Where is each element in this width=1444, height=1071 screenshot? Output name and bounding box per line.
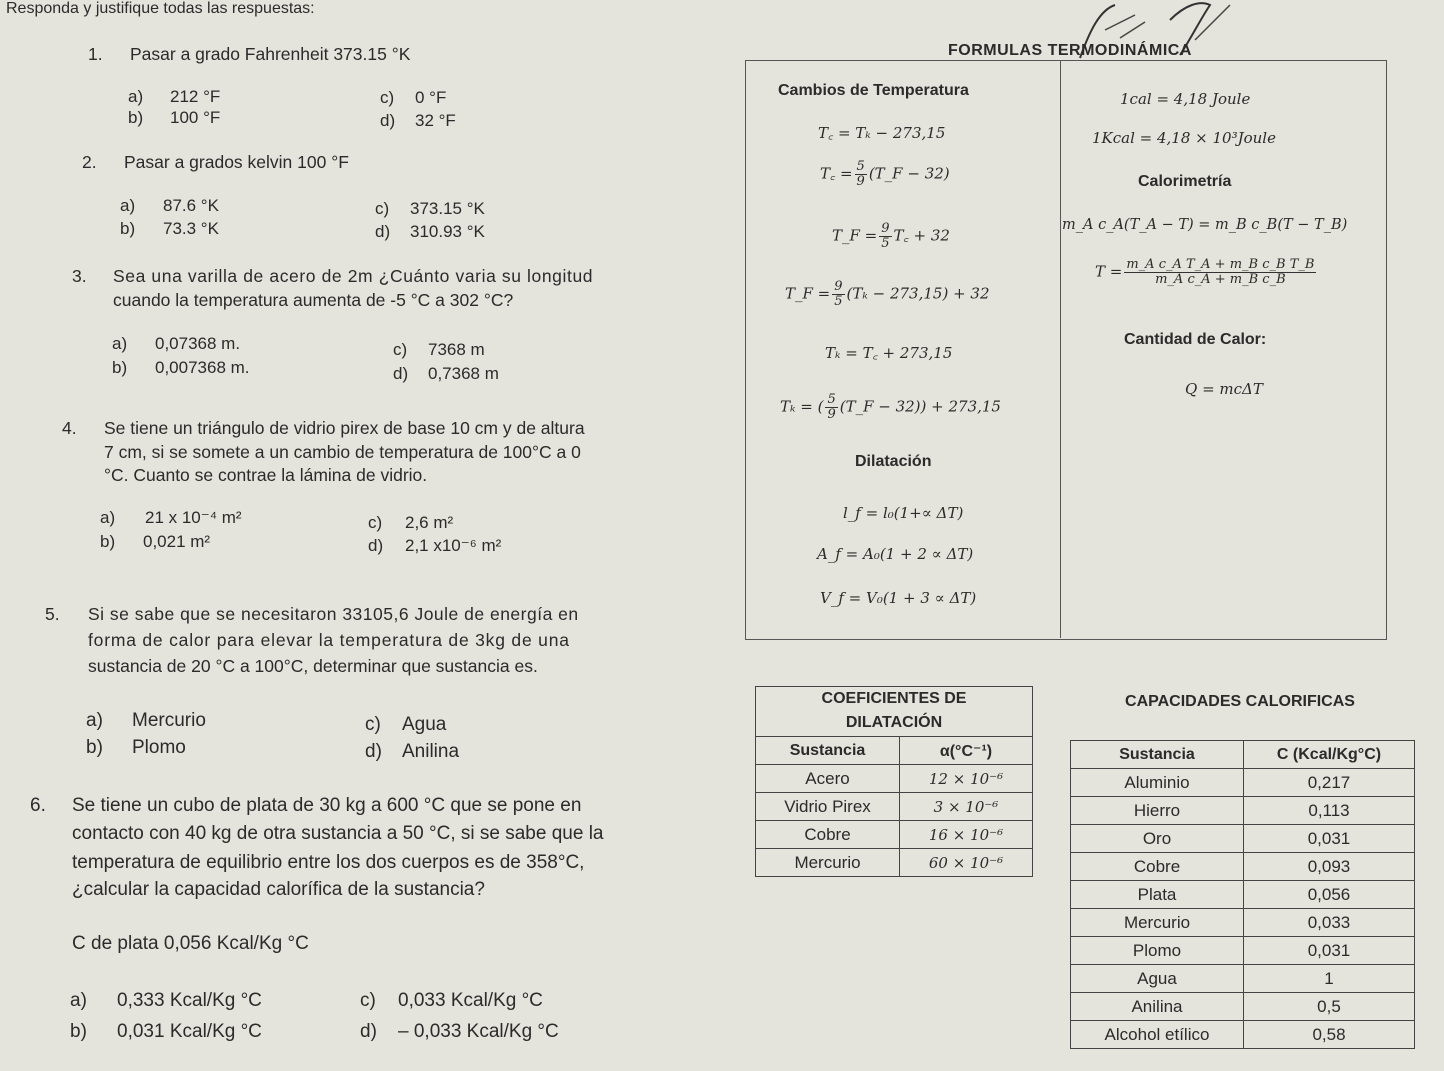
option-c: 373.15 °K (410, 199, 485, 218)
formula: T꜀ = Tₖ − 273,15 (818, 124, 946, 142)
option-label: b) (120, 219, 136, 238)
formula: T_F = $\frac{9}{5}$ T꜀ + 32 (832, 221, 950, 251)
option-d: 310.93 °K (410, 222, 485, 241)
question-number: 1. (88, 44, 103, 64)
option-a: 0,07368 m. (155, 334, 241, 353)
option-label: a) (70, 990, 87, 1011)
table-row: Oro 0,031 (1071, 825, 1415, 853)
table-row: Anilina 0,5 (1071, 993, 1415, 1021)
section-title: Cambios de Temperatura (778, 82, 969, 99)
option-a: 212 °F (170, 87, 221, 106)
option-b: Plomo (132, 737, 186, 758)
option-c: 0 °F (415, 88, 447, 107)
table-row: Agua 1 (1071, 965, 1415, 993)
option-b: 0,021 m² (143, 532, 211, 551)
formula: V_f = V₀(1 + 3 ∝ ΔT) (820, 589, 977, 607)
section-title: Cantidad de Calor: (1124, 331, 1267, 348)
formula-divider (1060, 60, 1061, 638)
option-c: 7368 m (428, 340, 485, 359)
question-text: Sea una varilla de acero de 2m ¿Cuánto varia su longitud (113, 266, 594, 286)
option-label: a) (120, 196, 136, 215)
option-label: d) (365, 741, 382, 762)
option-label: d) (380, 111, 396, 130)
option-label: b) (100, 532, 116, 551)
formula: 1cal = 4,18 Joule (1120, 90, 1251, 108)
option-c: 0,033 Kcal/Kg °C (398, 990, 543, 1011)
question-text: ¿calcular la capacidad calorífica de la sustancia? (72, 879, 485, 900)
question-number: 6. (30, 795, 46, 816)
question-text: contacto con 40 kg de otra sustancia a 50 °C, si se sabe que la (72, 823, 604, 844)
option-label: a) (86, 710, 103, 731)
question-text: sustancia de 20 °C a 100°C, determinar que sustancia es. (88, 656, 538, 676)
option-label: d) (393, 364, 409, 383)
option-label: d) (368, 536, 384, 555)
table-row: Acero 12 × 10⁻⁶ (756, 765, 1033, 793)
option-label: a) (128, 87, 144, 106)
option-label: a) (100, 508, 116, 527)
table-row: Mercurio 60 × 10⁻⁶ (756, 849, 1033, 877)
option-label: b) (128, 108, 144, 127)
table-row: Cobre 16 × 10⁻⁶ (756, 821, 1033, 849)
option-label: d) (375, 222, 391, 241)
option-label: c) (365, 714, 381, 735)
option-d: Anilina (402, 741, 460, 762)
option-d: 32 °F (415, 111, 456, 130)
question-text: forma de calor para elevar la temperatura de 3kg de una (88, 630, 570, 650)
formula: 1Kcal = 4,18 × 10³Joule (1092, 129, 1276, 147)
table-row: Alcohol etílico 0,58 (1071, 1021, 1415, 1049)
table-row: Vidrio Pirex 3 × 10⁻⁶ (756, 793, 1033, 821)
table-row: Plomo 0,031 (1071, 937, 1415, 965)
option-label: a) (112, 334, 128, 353)
question-text: cuando la temperatura aumenta de -5 °C a 302 °C? (113, 290, 514, 310)
formula-title: FORMULAS TERMODINÁMICA (948, 42, 1192, 59)
col-header: C (Kcal/Kg°C) (1244, 741, 1415, 769)
option-b: 0,007368 m. (155, 358, 250, 377)
formula: Tₖ = T꜀ + 273,15 (825, 344, 953, 362)
col-header: Sustancia (1071, 741, 1244, 769)
question-text: Pasar a grados kelvin 100 °F (124, 152, 349, 172)
option-c: 2,6 m² (405, 513, 454, 532)
table-row: Mercurio 0,033 (1071, 909, 1415, 937)
table-row: Hierro 0,113 (1071, 797, 1415, 825)
formula: T_F = $\frac{9}{5}$ (Tₖ − 273,15) + 32 (785, 279, 990, 309)
question-text: Si se sabe que se necesitaron 33105,6 Joule de energía en (88, 604, 579, 624)
option-label: b) (86, 737, 103, 758)
option-label: c) (393, 340, 408, 359)
option-a: 21 x 10⁻⁴ m² (145, 508, 242, 527)
option-a: 0,333 Kcal/Kg °C (117, 990, 262, 1011)
table-row: Aluminio 0,217 (1071, 769, 1415, 797)
question-text: Se tiene un cubo de plata de 30 kg a 600 °C que se pone en (72, 795, 582, 816)
question-text: Se tiene un triángulo de vidrio pirex de base 10 cm y de altura (104, 418, 585, 438)
table-row: Plata 0,056 (1071, 881, 1415, 909)
col-header: Sustancia (756, 737, 900, 765)
option-a: Mercurio (132, 710, 206, 731)
formula: T = $\frac{\text{m\_A c\_A T\_A + m\_B c\_B T\_B}}{\text{m\_A c\_A + m\_B c\_B}}$ (1095, 257, 1315, 287)
option-label: c) (380, 88, 395, 107)
question-number: 3. (72, 266, 87, 286)
option-label: c) (368, 513, 383, 532)
table-row: Cobre 0,093 (1071, 853, 1415, 881)
coef-table (755, 736, 1033, 877)
formula: T꜀ = $\frac{5}{9}$ (T_F − 32) (820, 159, 950, 189)
question-number: 5. (45, 604, 60, 624)
section-title: Dilatación (855, 453, 932, 470)
option-label: b) (112, 358, 128, 377)
col-header: α(°C⁻¹) (900, 737, 1033, 765)
question-number: 4. (62, 418, 77, 438)
cap-table (1070, 740, 1415, 1049)
option-d: – 0,033 Kcal/Kg °C (398, 1021, 559, 1042)
option-b: 0,031 Kcal/Kg °C (117, 1021, 262, 1042)
option-label: c) (375, 199, 390, 218)
cap-table-title: CAPACIDADES CALORIFICAS (1125, 693, 1355, 710)
section-title: Calorimetría (1138, 173, 1232, 190)
option-c: Agua (402, 714, 447, 735)
question-number: 2. (82, 152, 97, 172)
option-a: 87.6 °K (163, 196, 219, 215)
option-label: c) (360, 990, 376, 1011)
option-label: b) (70, 1021, 87, 1042)
given-note: C de plata 0,056 Kcal/Kg °C (72, 933, 309, 954)
question-text: °C. Cuanto se contrae la lámina de vidrio. (104, 465, 428, 485)
option-b: 73.3 °K (163, 219, 219, 238)
option-d: 0,7368 m (428, 364, 499, 383)
formula: m_A c_A(T_A − T) = m_B c_B(T − T_B) (1062, 217, 1348, 233)
formula: A_f = A₀(1 + 2 ∝ ΔT) (817, 545, 974, 563)
formula: l_f = l₀(1+∝ ΔT) (843, 504, 964, 522)
page-header: Responda y justifique todas las respuestas: (6, 0, 315, 17)
option-b: 100 °F (170, 108, 221, 127)
formula: Q = mcΔT (1185, 380, 1263, 398)
question-text: Pasar a grado Fahrenheit 373.15 °K (130, 44, 411, 64)
option-label: d) (360, 1021, 377, 1042)
question-text: temperatura de equilibrio entre los dos cuerpos es de 358°C, (72, 852, 585, 873)
option-d: 2,1 x10⁻⁶ m² (405, 536, 502, 555)
formula: Tₖ = ( $\frac{5}{9}$ (T_F − 32)) + 273,15 (780, 392, 1001, 422)
coef-table-title: COEFICIENTES DE DILATACIÓN (755, 686, 1033, 737)
question-text: 7 cm, si se somete a un cambio de temperatura de 100°C a 0 (104, 442, 581, 462)
